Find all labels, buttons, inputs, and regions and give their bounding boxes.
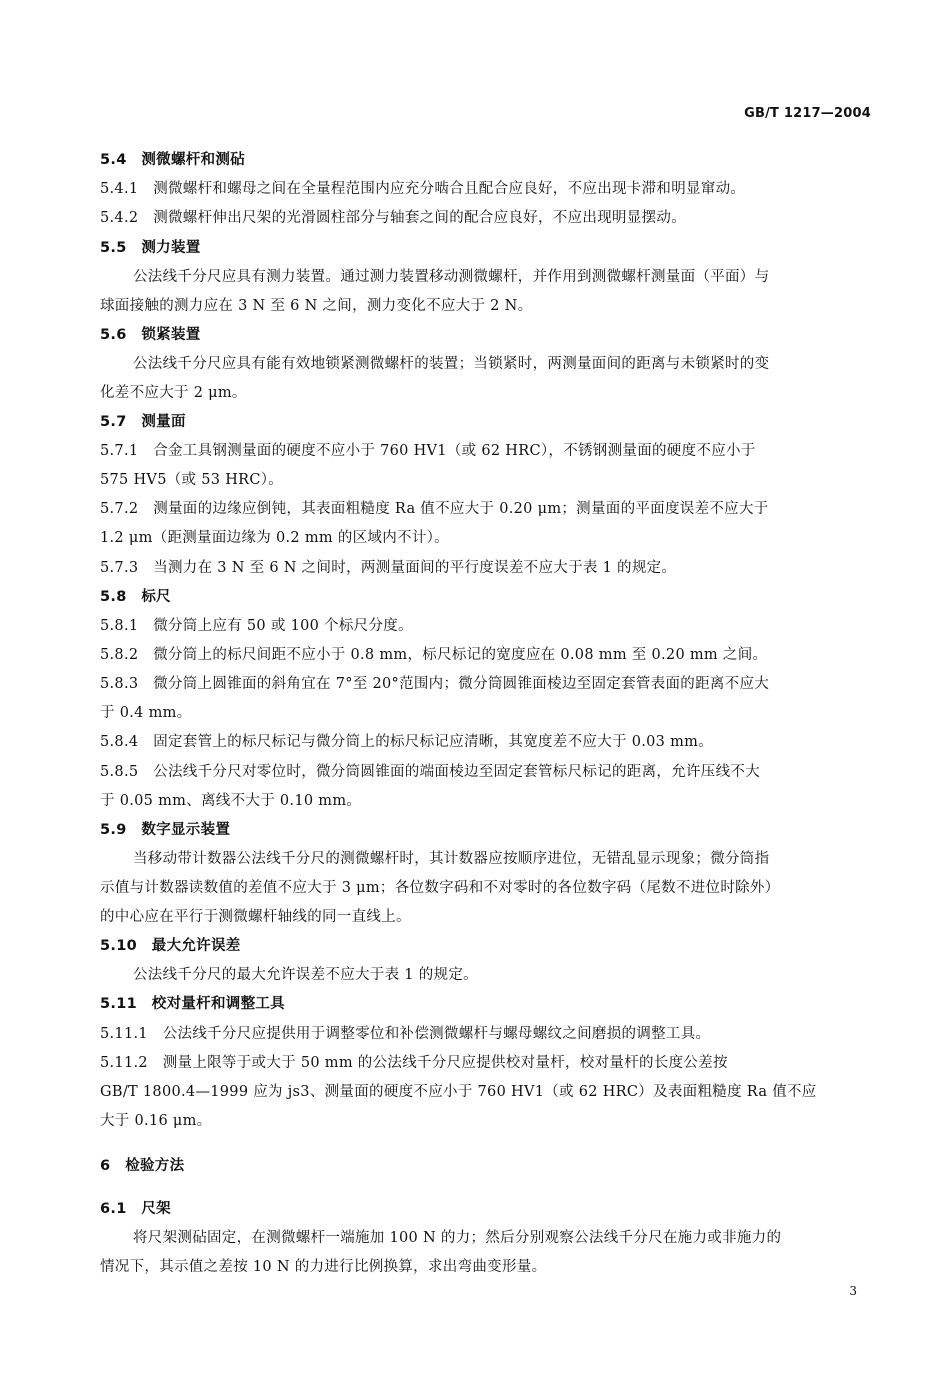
paragraph-line: 当移动带计数器公法线千分尺的测微螺杆时，其计数器应按顺序进位，无错乱显示现象；微分筒指 [133,851,770,867]
paragraph-line: 5.7.3 当测力在 3 N 至 6 N 之间时，两测量面间的平行度误差不应大于表 1 的规定。 [100,560,677,576]
paragraph-line: 575 HV5（或 53 HRC）。 [100,472,284,488]
paragraph-line: 公法线千分尺应具有测力装置。通过测力装置移动测微螺杆，并作用到测微螺杆测量面（平面）与 [133,269,770,285]
section-heading: 5.11 校对量杆和调整工具 [100,996,285,1012]
paragraph-line: 5.11.2 测量上限等于或大于 50 mm 的公法线千分尺应提供校对量杆，校对量杆的长度公差按 [100,1055,728,1071]
paragraph-line: 5.8.5 公法线千分尺对零位时，微分筒圆锥面的端面棱边至固定套管标尺标记的距离，允许压线不大 [100,764,760,780]
paragraph-line: 5.7.2 测量面的边缘应倒钝，其表面粗糙度 Ra 值不应大于 0.20 μm；测量面的平面度误差不应大于 [100,501,769,517]
section-heading: 5.7 测量面 [100,414,186,430]
paragraph-line: 5.8.3 微分筒上圆锥面的斜角宜在 7°至 20°范围内；微分筒圆锥面棱边至固定套管表面的距离不应大 [100,676,770,692]
paragraph-line: 公法线千分尺的最大允许误差不应大于表 1 的规定。 [133,967,478,983]
paragraph-line: 球面接触的测力应在 3 N 至 6 N 之间，测力变化不应大于 2 N。 [100,298,533,314]
section-heading: 5.5 测力装置 [100,240,201,256]
standard-number-header: GB/T 1217—2004 [744,106,871,121]
paragraph-line: GB/T 1800.4—1999 应为 js3、测量面的硬度不应小于 760 HV1（或 62 HRC）及表面粗糙度 Ra 值不应 [100,1084,817,1100]
page-number: 3 [849,1284,857,1298]
paragraph-line: 5.8.1 微分筒上应有 50 或 100 个标尺分度。 [100,618,413,634]
section-heading: 6.1 尺架 [100,1201,171,1217]
paragraph-line: 化差不应大于 2 μm。 [100,385,247,401]
section-heading: 5.8 标尺 [100,589,171,605]
paragraph-line: 将尺架测砧固定，在测微螺杆一端施加 100 N 的力；然后分别观察公法线千分尺在施力或非施力的 [133,1230,782,1246]
paragraph-line: 1.2 μm（距测量面边缘为 0.2 mm 的区域内不计）。 [100,530,449,546]
paragraph-line: 公法线千分尺应具有能有效地锁紧测微螺杆的装置；当锁紧时，两测量面间的距离与未锁紧时的变 [133,356,770,372]
paragraph-line: 5.8.2 微分筒上的标尺间距不应小于 0.8 mm，标尺标记的宽度应在 0.08 mm 至 0.20 mm 之间。 [100,647,768,663]
section-heading: 5.10 最大允许误差 [100,938,241,954]
paragraph-line: 于 0.4 mm。 [100,705,192,721]
paragraph-line: 大于 0.16 μm。 [100,1113,212,1129]
section-heading: 5.9 数字显示装置 [100,822,231,838]
paragraph-line: 于 0.05 mm、离线不大于 0.10 mm。 [100,793,362,809]
paragraph-line: 5.8.4 固定套管上的标尺标记与微分筒上的标尺标记应清晰，其宽度差不应大于 0.03 mm。 [100,734,713,750]
section-heading: 5.4 测微螺杆和测砧 [100,152,245,168]
section-heading: 5.6 锁紧装置 [100,327,201,343]
paragraph-line: 5.11.1 公法线千分尺应提供用于调整零位和补偿测微螺杆与螺母螺纹之间磨损的调整工具。 [100,1026,711,1042]
paragraph-line: 5.4.1 测微螺杆和螺母之间在全量程范围内应充分啮合且配合应良好，不应出现卡滞和明显窜动。 [100,181,746,197]
paragraph-line: 的中心应在平行于测微螺杆轴线的同一直线上。 [100,909,411,925]
paragraph-line: 示值与计数器读数值的差值不应大于 3 μm；各位数字码和不对零时的各位数字码（尾数不进位时除外） [100,880,780,896]
paragraph-line: 情况下，其示值之差按 10 N 的力进行比例换算，求出弯曲变形量。 [100,1259,547,1275]
paragraph-line: 5.4.2 测微螺杆伸出尺架的光滑圆柱部分与轴套之间的配合应良好，不应出现明显摆动。 [100,210,686,226]
paragraph-line: 5.7.1 合金工具钢测量面的硬度不应小于 760 HV1（或 62 HRC），不锈钢测量面的硬度不应小于 [100,443,756,459]
chapter-heading: 6 检验方法 [100,1158,185,1174]
